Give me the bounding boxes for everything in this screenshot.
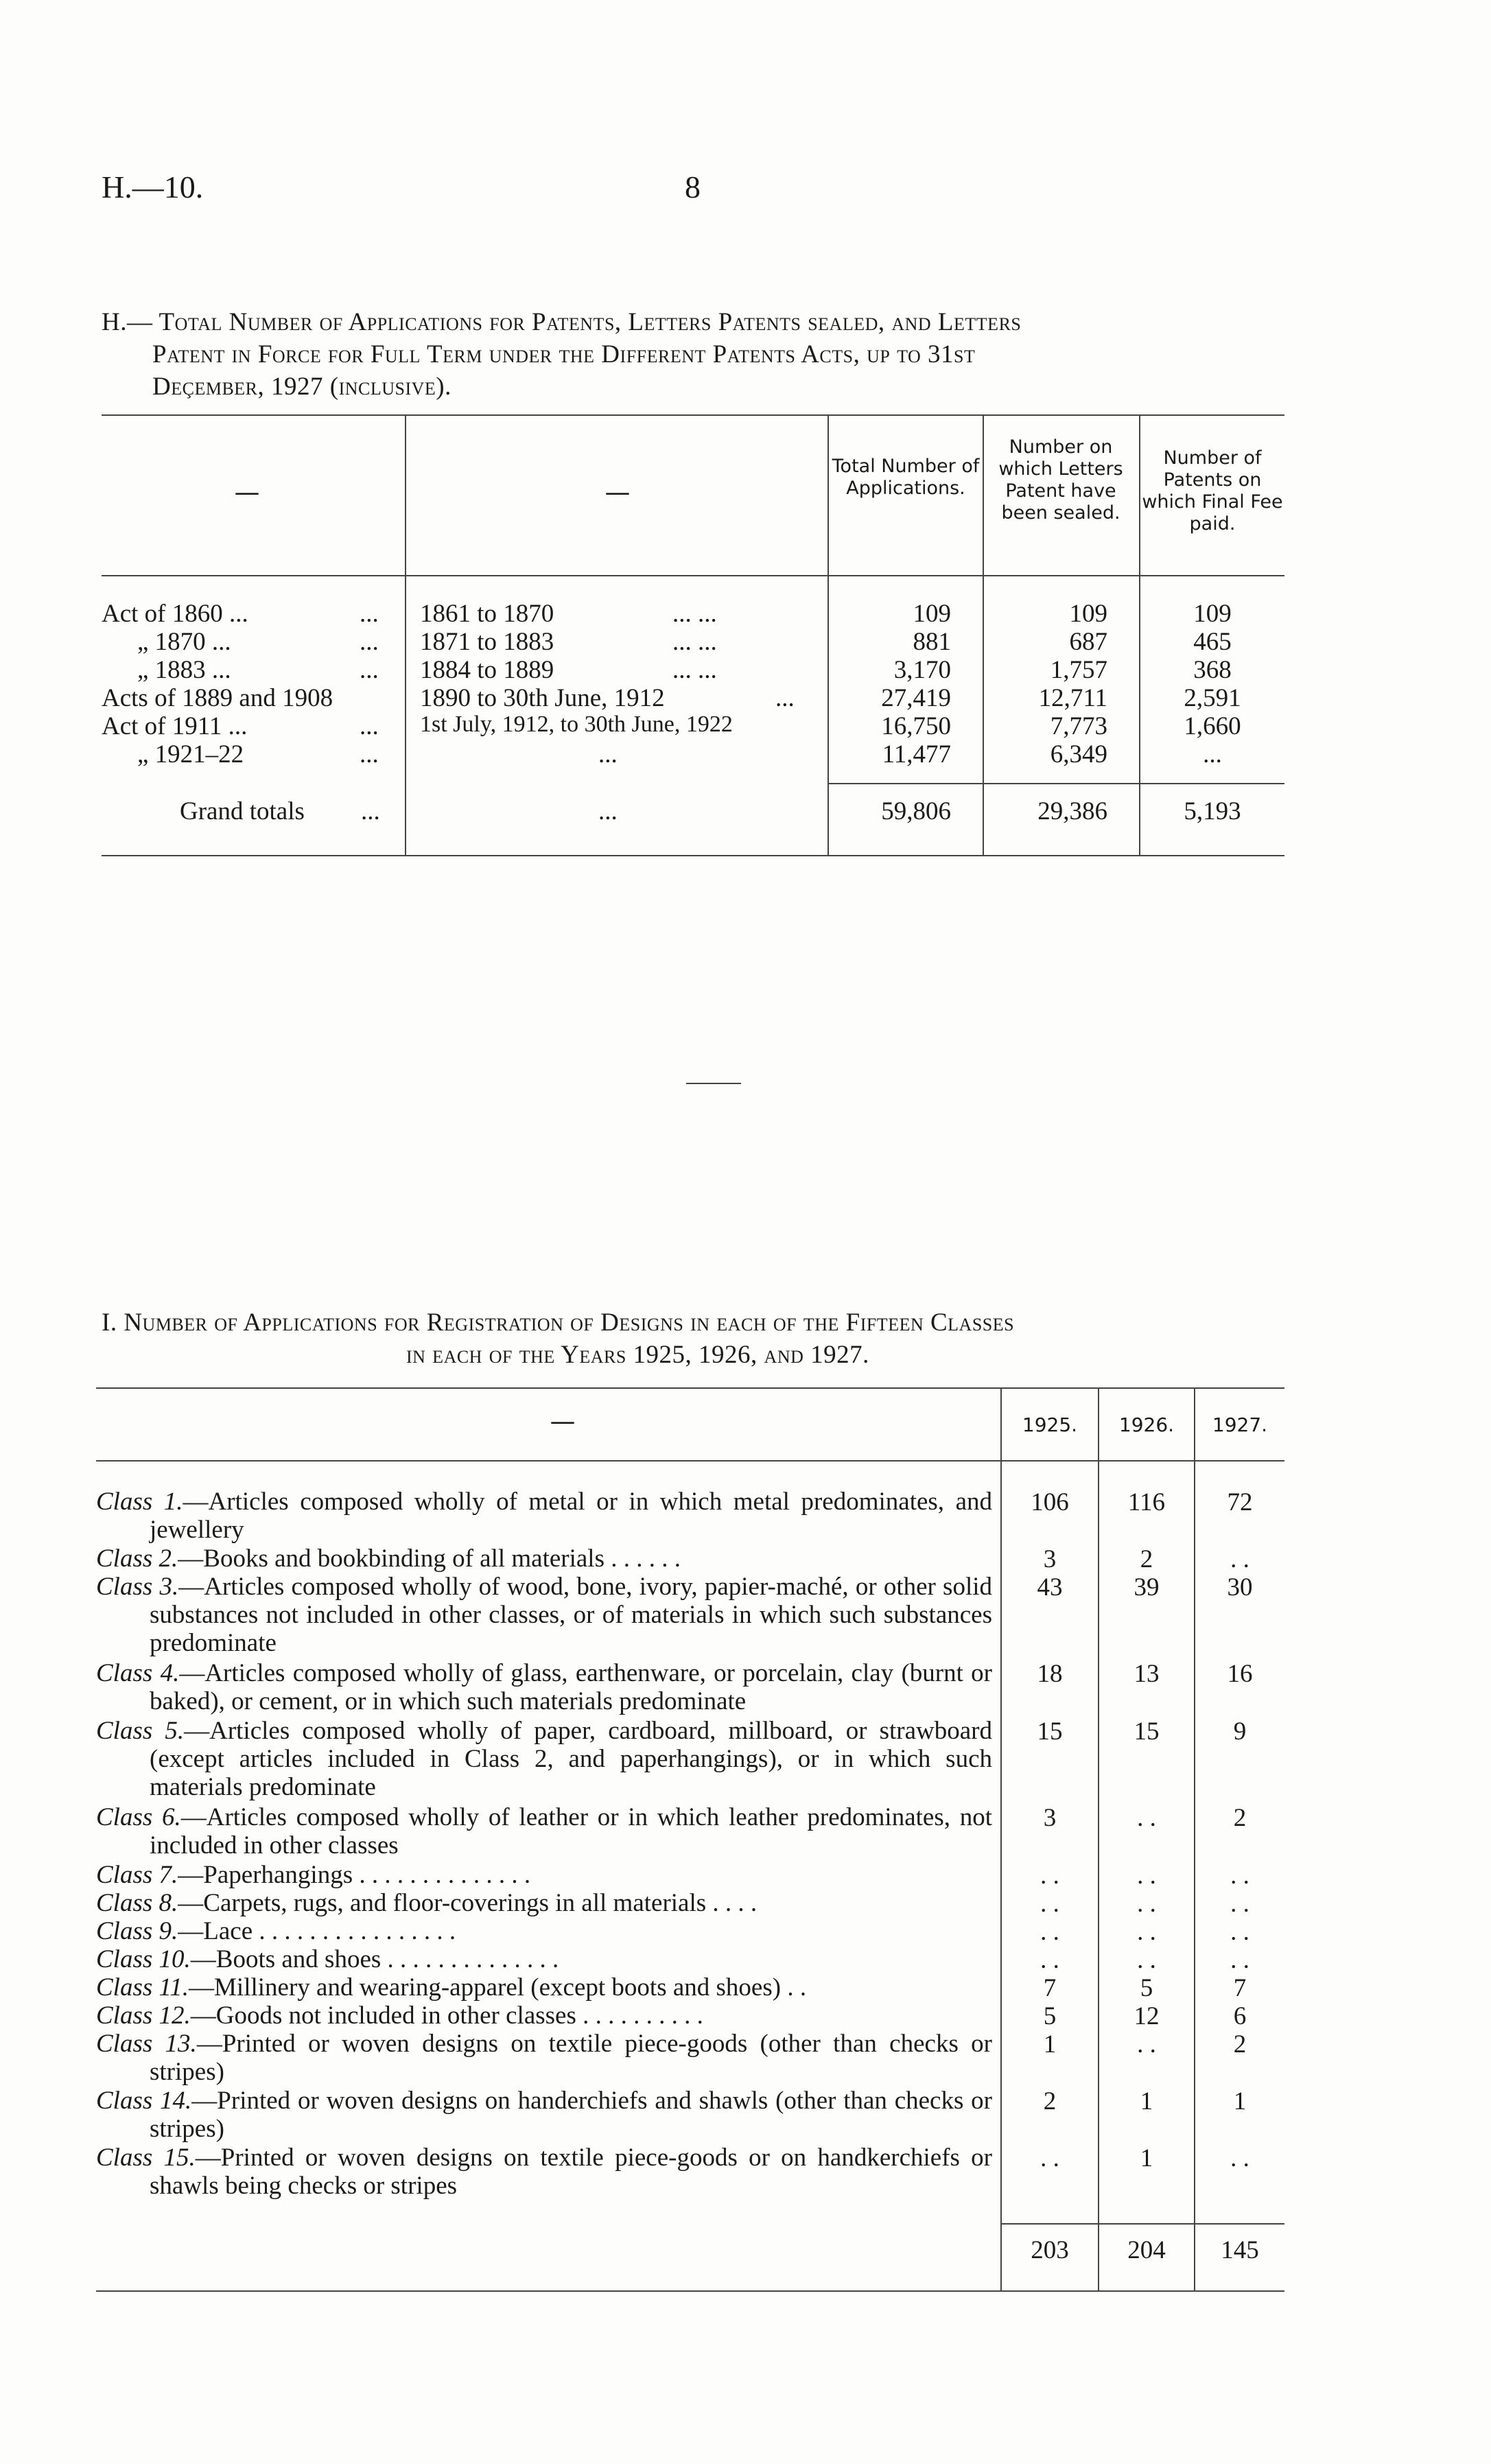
class-description: —Lace . . . . . . . . . . . . . . . . bbox=[178, 1917, 456, 1945]
class-label: Class 9. bbox=[96, 1917, 178, 1945]
class-label: Class 10. bbox=[96, 1945, 191, 1973]
design-class-row bbox=[96, 1659, 992, 1715]
design-class-row bbox=[96, 1803, 992, 1859]
count-1927: . . bbox=[1230, 1862, 1249, 1890]
class-description: —Paperhangings . . . . . . . . . . . . . . bbox=[178, 1861, 531, 1889]
period-leader: ... ... bbox=[672, 600, 717, 628]
table-i-desc-head: — bbox=[550, 1407, 576, 1436]
final-fee-paid: 465 bbox=[1193, 628, 1232, 656]
count-1927: . . bbox=[1230, 2144, 1249, 2172]
class-description: —Printed or woven designs on textile piece-goods (other than checks or stripes) bbox=[150, 2030, 992, 2086]
count-1927: 1 bbox=[1233, 2087, 1247, 2115]
year-1925-head: 1925. bbox=[1022, 1413, 1078, 1436]
total-applications: 3,170 bbox=[893, 656, 951, 684]
count-1927: 16 bbox=[1227, 1660, 1253, 1688]
count-1925: 7 bbox=[1043, 1974, 1057, 2002]
grand-total-sealed: 29,386 bbox=[1037, 797, 1107, 825]
final-fee-paid: 368 bbox=[1193, 656, 1232, 684]
class-label: Class 12. bbox=[96, 2002, 191, 2030]
design-class-row bbox=[96, 1545, 992, 1573]
table-h-title bbox=[102, 306, 1297, 403]
table-h-top-rule bbox=[102, 414, 1284, 416]
table-i-header-rule bbox=[96, 1460, 1284, 1462]
class-description: —Boots and shoes . . . . . . . . . . . . . . bbox=[190, 1945, 559, 1973]
period: 1st July, 1912, to 30th June, 1922 bbox=[420, 712, 733, 737]
class-label: Class 14. bbox=[96, 2087, 192, 2115]
document-code: H.—10. bbox=[102, 169, 204, 204]
count-1925: . . bbox=[1040, 2144, 1059, 2172]
design-class-row bbox=[96, 2002, 992, 2030]
count-1926: 15 bbox=[1134, 1717, 1160, 1746]
table-h-col4-head: Number on which Letters Patent have been sealed. bbox=[998, 436, 1123, 524]
table-h-col5-head: Number of Patents on which Final Fee paid. bbox=[1142, 447, 1283, 535]
count-1925: 5 bbox=[1043, 2002, 1057, 2030]
period-leader: ... ... bbox=[672, 628, 717, 656]
count-1927: . . bbox=[1230, 1890, 1249, 1918]
class-label: Class 1. bbox=[96, 1488, 183, 1516]
count-1927: 2 bbox=[1233, 2030, 1247, 2058]
class-description: —Books and bookbinding of all materials . . . . . . bbox=[178, 1545, 681, 1573]
grand-total-fee-paid: 5,193 bbox=[1184, 797, 1241, 825]
class-label: Class 5. bbox=[96, 1717, 185, 1745]
total-applications: 109 bbox=[913, 600, 951, 628]
design-class-row bbox=[96, 2087, 992, 2143]
class-description: —Carpets, rugs, and floor-coverings in all materials . . . . bbox=[178, 1889, 758, 1917]
count-1925: 1 bbox=[1043, 2030, 1057, 2058]
count-1925: 3 bbox=[1043, 1545, 1057, 1573]
table-i-title-line-1: I. Number of Applications for Registration of Designs in each of the Fifteen Classes bbox=[102, 1309, 1015, 1337]
design-class-row bbox=[96, 2144, 992, 2200]
count-1925: . . bbox=[1040, 1890, 1059, 1918]
count-1925: 18 bbox=[1037, 1660, 1063, 1688]
count-1925: 106 bbox=[1031, 1488, 1069, 1516]
table-h-col1-head: — bbox=[234, 478, 260, 507]
section-separator bbox=[686, 1083, 741, 1084]
table-i-title-line-2: in each of the Years 1925, 1926, and 1927. bbox=[406, 1341, 869, 1369]
act-leader: ... bbox=[360, 740, 379, 768]
final-fee-paid: 109 bbox=[1193, 600, 1232, 628]
count-1926: 12 bbox=[1134, 2002, 1160, 2030]
class-label: Class 7. bbox=[96, 1861, 178, 1889]
class-description: —Printed or woven designs on handerchiefs and shawls (other than checks or stripes) bbox=[150, 2087, 992, 2143]
act: „ 1883 ... bbox=[137, 656, 231, 684]
class-label: Class 4. bbox=[96, 1659, 180, 1687]
count-1926: 39 bbox=[1134, 1573, 1160, 1601]
class-description: —Millinery and wearing-apparel (except boots and shoes) . . bbox=[189, 1973, 807, 2002]
count-1926: . . bbox=[1137, 1946, 1156, 1974]
table-h-totals-rule bbox=[829, 783, 1284, 784]
grand-totals-leader: ... bbox=[361, 797, 380, 825]
count-1926: 116 bbox=[1127, 1488, 1166, 1516]
count-1927: . . bbox=[1230, 1918, 1249, 1946]
table-i-title bbox=[102, 1306, 1297, 1371]
letters-sealed: 7,773 bbox=[1050, 712, 1107, 740]
class-label: Class 3. bbox=[96, 1573, 179, 1601]
class-label: Class 2. bbox=[96, 1545, 178, 1573]
period-leader: ... bbox=[775, 684, 795, 712]
period-leader: ... ... bbox=[672, 656, 717, 684]
letters-sealed: 12,711 bbox=[1038, 684, 1107, 712]
design-class-row bbox=[96, 1861, 992, 1889]
design-class-row bbox=[96, 1889, 992, 1917]
design-class-row bbox=[96, 2030, 992, 2086]
table-h-title-line-3: Deçember, 1927 (inclusive). bbox=[152, 373, 451, 401]
class-description: —Goods not included in other classes . . . . . . . . . . bbox=[190, 2002, 703, 2030]
table-h-col3-head: Total Number of Applications. bbox=[832, 456, 980, 499]
design-class-row bbox=[96, 1945, 992, 1973]
act: Acts of 1889 and 1908 bbox=[102, 684, 333, 712]
act-leader: ... bbox=[360, 600, 379, 628]
table-i-bottom-rule bbox=[96, 2290, 1284, 2292]
final-fee-paid: 2,591 bbox=[1184, 684, 1241, 712]
count-1926: . . bbox=[1137, 1918, 1156, 1946]
class-description: —Printed or woven designs on textile piece-goods or on handkerchiefs or shawls being checks or stripes bbox=[150, 2144, 992, 2200]
design-class-row bbox=[96, 1573, 992, 1657]
count-1925: . . bbox=[1040, 1918, 1059, 1946]
count-1926: 13 bbox=[1134, 1660, 1160, 1688]
final-fee-paid: 1,660 bbox=[1184, 712, 1241, 740]
count-1926: . . bbox=[1137, 1862, 1156, 1890]
count-1927: 2 bbox=[1233, 1804, 1247, 1832]
class-description: —Articles composed wholly of wood, bone, ivory, papier-maché, or other solid substances not included in other classes, or of materials in which such substances predominate bbox=[150, 1573, 993, 1657]
count-1925: 2 bbox=[1043, 2087, 1057, 2115]
table-h-title-line-1: H.— Total Number of Applications for Patents, Letters Patents sealed, and Letters bbox=[102, 308, 1022, 336]
act: „ 1870 ... bbox=[137, 628, 231, 656]
count-1925: . . bbox=[1040, 1862, 1059, 1890]
total-applications: 16,750 bbox=[881, 712, 951, 740]
count-1926: 2 bbox=[1140, 1545, 1153, 1573]
page-number: 8 bbox=[685, 169, 701, 204]
table-h-bottom-rule bbox=[102, 855, 1284, 856]
period: 1890 to 30th June, 1912 bbox=[420, 684, 665, 712]
count-1927: 7 bbox=[1233, 1974, 1247, 2002]
total-1926: 204 bbox=[1127, 2236, 1166, 2264]
design-class-row bbox=[96, 1488, 992, 1544]
grand-totals-label: Grand totals bbox=[180, 797, 305, 825]
final-fee-paid: ... bbox=[1203, 740, 1222, 768]
count-1926: . . bbox=[1137, 1804, 1156, 1832]
count-1927: . . bbox=[1230, 1545, 1249, 1573]
class-label: Class 8. bbox=[96, 1889, 178, 1917]
count-1925: 43 bbox=[1037, 1573, 1063, 1601]
table-h-vline-1 bbox=[405, 414, 406, 855]
count-1926: . . bbox=[1137, 2030, 1156, 2058]
count-1925: 15 bbox=[1037, 1717, 1063, 1746]
letters-sealed: 687 bbox=[1069, 628, 1107, 656]
class-description: —Articles composed wholly of leather or in which leather predominates, not included in other classes bbox=[150, 1803, 992, 1859]
act-leader: ... bbox=[360, 628, 379, 656]
year-1927-head: 1927. bbox=[1212, 1413, 1268, 1436]
count-1927: 9 bbox=[1233, 1717, 1247, 1746]
act: Act of 1860 ... bbox=[102, 600, 248, 628]
period: 1884 to 1889 bbox=[420, 656, 554, 684]
design-class-row bbox=[96, 1917, 992, 1945]
count-1926: 1 bbox=[1140, 2144, 1153, 2172]
act-leader: ... bbox=[360, 656, 379, 684]
letters-sealed: 109 bbox=[1069, 600, 1107, 628]
count-1925: . . bbox=[1040, 1946, 1059, 1974]
act: Act of 1911 ... bbox=[102, 712, 248, 740]
period: ... bbox=[598, 740, 618, 768]
total-applications: 11,477 bbox=[882, 740, 951, 768]
grand-totals-period: ... bbox=[598, 797, 618, 825]
table-h-header-rule bbox=[102, 575, 1284, 576]
table-h-col2-head: — bbox=[604, 478, 631, 507]
table-h-vline-2 bbox=[827, 414, 829, 855]
table-i-totals-rule bbox=[1000, 2223, 1284, 2225]
class-label: Class 11. bbox=[96, 1973, 189, 2002]
act-leader: ... bbox=[360, 712, 379, 740]
count-1926: 5 bbox=[1140, 1974, 1153, 2002]
count-1926: 1 bbox=[1140, 2087, 1153, 2115]
table-h-title-line-2: Patent in Force for Full Term under the Different Patents Acts, up to 31st bbox=[152, 340, 976, 368]
act: „ 1921–22 bbox=[137, 740, 244, 768]
count-1927: 6 bbox=[1233, 2002, 1247, 2030]
year-1926-head: 1926. bbox=[1118, 1413, 1175, 1436]
total-1925: 203 bbox=[1031, 2236, 1069, 2264]
class-label: Class 13. bbox=[96, 2030, 197, 2058]
count-1927: . . bbox=[1230, 1946, 1249, 1974]
total-applications: 881 bbox=[913, 628, 951, 656]
count-1925: 3 bbox=[1043, 1804, 1057, 1832]
period: 1861 to 1870 bbox=[420, 600, 554, 628]
period: 1871 to 1883 bbox=[420, 628, 554, 656]
count-1927: 30 bbox=[1227, 1573, 1253, 1601]
class-description: —Articles composed wholly of metal or in which metal predominates, and jewellery bbox=[150, 1488, 992, 1544]
grand-total-applications: 59,806 bbox=[881, 797, 951, 825]
class-description: —Articles composed wholly of paper, cardboard, millboard, or strawboard (except articles included in Class 2, and paperhangings), or in which such materials predominate bbox=[150, 1717, 992, 1801]
class-label: Class 6. bbox=[96, 1803, 181, 1831]
design-class-row bbox=[96, 1973, 992, 2002]
design-class-row bbox=[96, 1717, 992, 1801]
total-applications: 27,419 bbox=[881, 684, 951, 712]
table-i-top-rule bbox=[96, 1387, 1284, 1389]
class-label: Class 15. bbox=[96, 2144, 196, 2172]
class-description: —Articles composed wholly of glass, earthenware, or porcelain, clay (burnt or baked), or cement, or in which such materials predominate bbox=[150, 1659, 993, 1715]
count-1927: 72 bbox=[1227, 1488, 1253, 1516]
letters-sealed: 1,757 bbox=[1050, 656, 1107, 684]
letters-sealed: 6,349 bbox=[1050, 740, 1107, 768]
count-1926: . . bbox=[1137, 1890, 1156, 1918]
total-1927: 145 bbox=[1221, 2236, 1259, 2264]
